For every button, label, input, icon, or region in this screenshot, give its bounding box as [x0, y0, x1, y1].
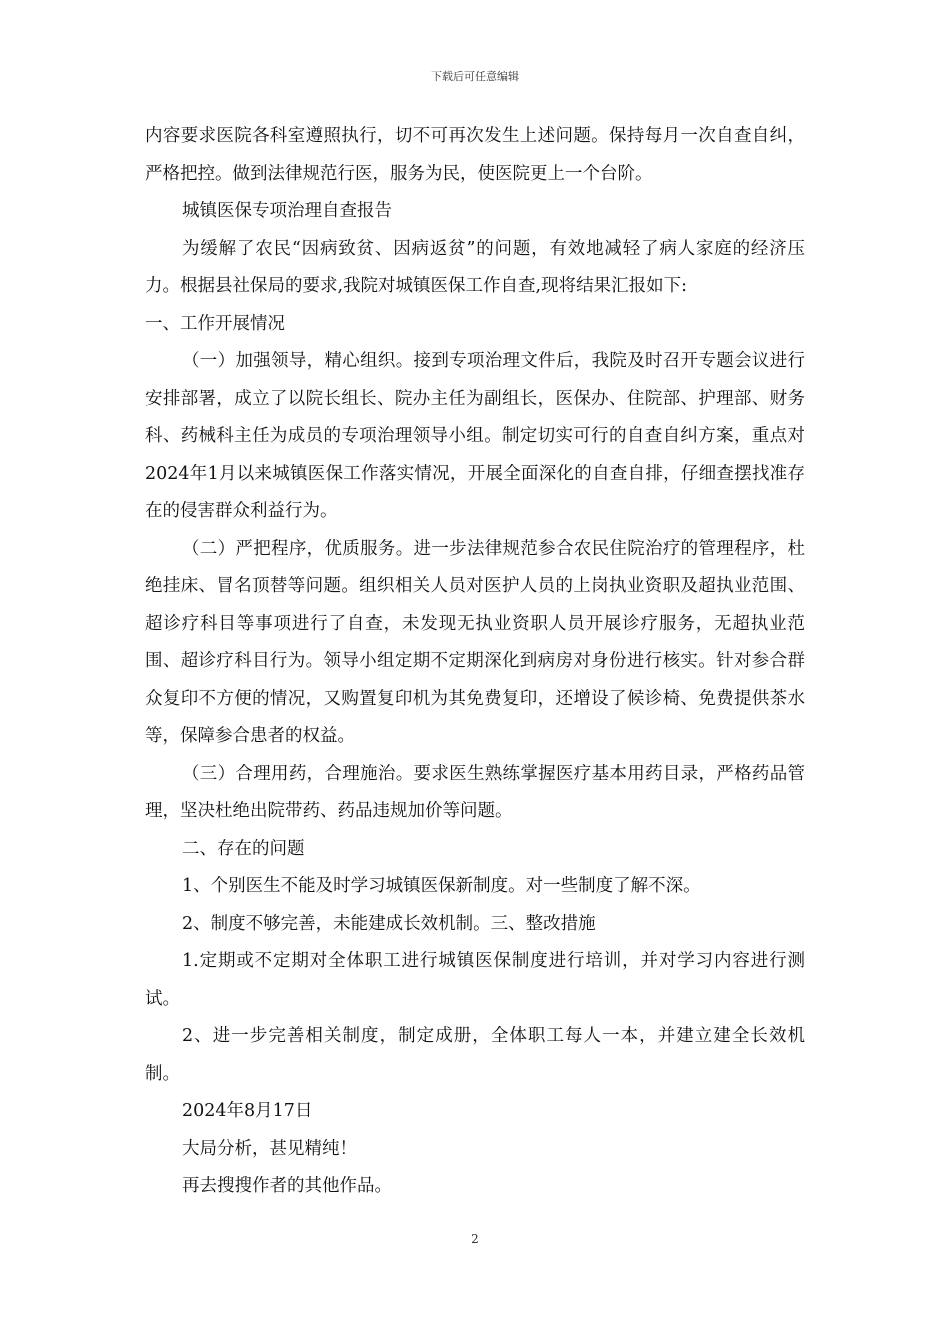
paragraph: 再去搜搜作者的其他作品。 — [182, 1176, 392, 1196]
date-line: 2024年8月17日 — [182, 1101, 313, 1121]
paragraph: 大局分析，甚见精纯！ — [182, 1138, 357, 1159]
section-heading: 二、存在的问题 — [182, 838, 305, 859]
paragraph: 1、个别医生不能及时学习城镇医保新制度。对一些制度了解不深。 — [182, 876, 701, 896]
document-body — [145, 118, 805, 1206]
paragraph: 1.定期或不定期对全体职工进行城镇医保制度进行培训，并对学习内容进行测试。 — [145, 951, 805, 1009]
section-heading: 一、工作开展情况 — [145, 313, 285, 334]
page-header: 下载后可任意编辑 — [431, 70, 519, 83]
paragraph: （三）合理用药，合理施治。要求医生熟练掌握医疗基本用药目录，严格药品管理，坚决杜绝出院带药、药品违规加价等问题。 — [145, 763, 805, 821]
paragraph: （一）加强领导，精心组织。接到专项治理文件后，我院及时召开专题会议进行安排部署，成立了以院长组长、院办主任为副组长，医保办、住院部、护理部、财务科、药械科主任为成员的专项治理领导小组。制定切实可行的自查自纠方案，重点对2024年1月以来城镇医保工作落实情况，开展全面深化的自查自排，仔细查摆找准存在的侵害群众利益行为。 — [145, 351, 805, 521]
report-title: 城镇医保专项治理自查报告 — [182, 201, 392, 221]
paragraph: 2、进一步完善相关制度，制定成册，全体职工每人一本，并建立建全长效机制。 — [145, 1026, 805, 1084]
paragraph: 2、制度不够完善，未能建成长效机制。三、整改措施 — [182, 913, 596, 934]
page-number: 2 — [471, 1232, 479, 1246]
paragraph: （二）严把程序，优质服务。进一步法律规范参合农民住院治疗的管理程序，杜绝挂床、冒名顶替等问题。组织相关人员对医护人员的上岗执业资职及超执业范围、超诊疗科目等事项进行了自查，未发现无执业资职人员开展诊疗服务，无超执业范围、超诊疗科目行为。领导小组定期不定期深化到病房对身份进行核实。针对参合群众复印不方便的情况，又购置复印机为其免费复印，还增设了候诊椅、免费提供茶水等，保障参合患者的权益。 — [145, 538, 805, 746]
paragraph: 内容要求医院各科室遵照执行，切不可再次发生上述问题。保持每月一次自查自纠，严格把控。做到法律规范行医，服务为民，使医院更上一个台阶。 — [145, 126, 805, 184]
paragraph: 为缓解了农民“因病致贫、因病返贫”的问题，有效地减轻了病人家庭的经济压力。根据县社保局的要求,我院对城镇医保工作自查,现将结果汇报如下: — [145, 238, 805, 296]
